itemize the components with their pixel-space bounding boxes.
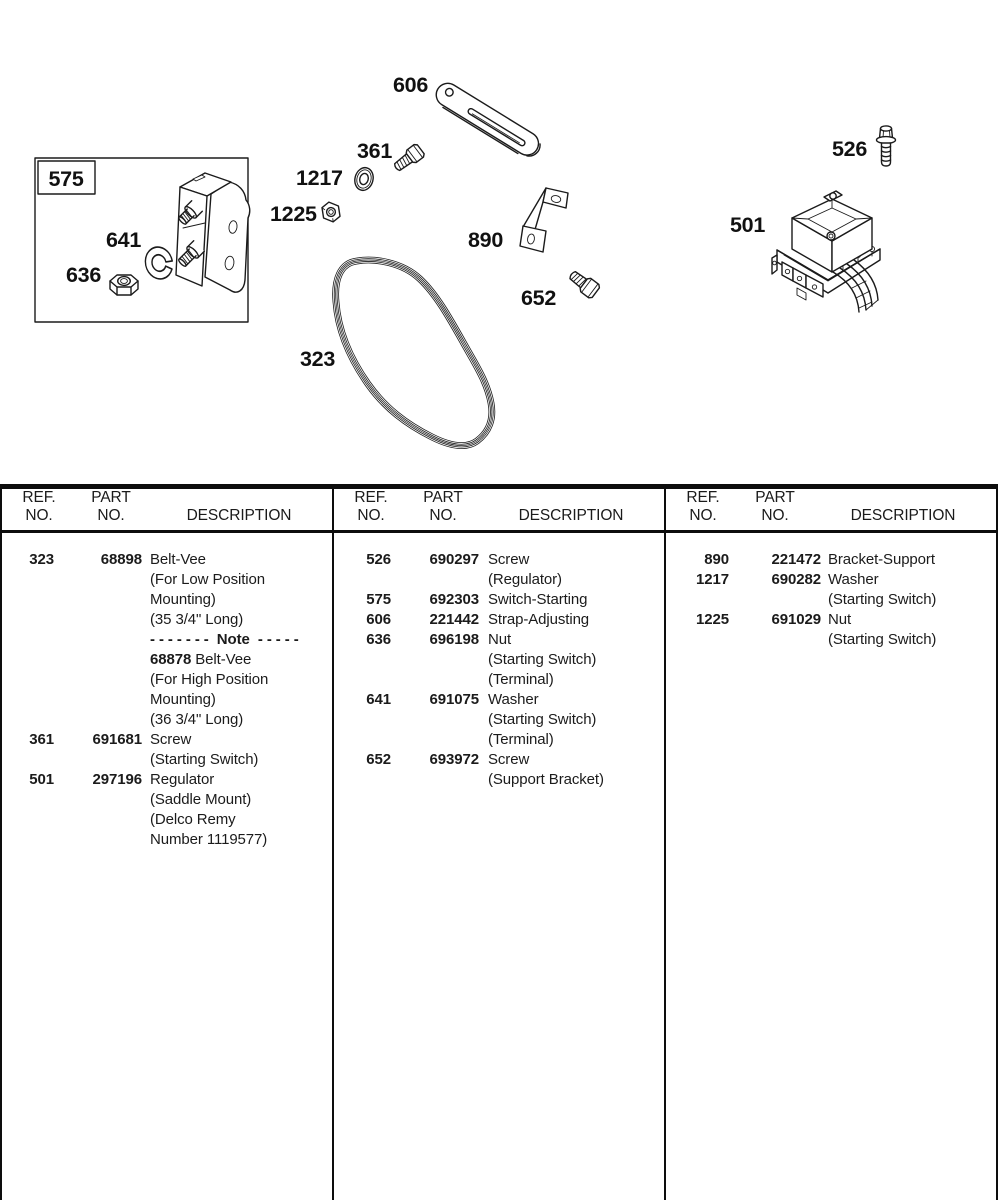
description-cell: (Starting Switch) — [488, 651, 597, 668]
callout-652: 652 — [521, 286, 556, 310]
ref-no-header: REF. NO. — [686, 489, 720, 524]
hex-nut-drawing — [110, 275, 138, 295]
screw-drawing-526 — [877, 126, 896, 166]
ref-no-cell: 361 — [29, 731, 54, 748]
ref-no-cell — [2, 630, 54, 650]
description-cell: (Delco Remy — [150, 811, 236, 828]
ref-no-cell: 1225 — [696, 611, 729, 628]
callout-1225: 1225 — [270, 202, 317, 226]
description-cell: Nut — [488, 631, 512, 648]
callout-641: 641 — [106, 228, 141, 252]
bracket-support-drawing — [520, 188, 568, 252]
callout-323: 323 — [300, 347, 335, 371]
starting-switch-drawing — [176, 173, 250, 292]
table-row — [2, 750, 332, 770]
ref-no-cell: 890 — [704, 551, 729, 568]
table-row — [334, 670, 664, 690]
description-header: DESCRIPTION — [186, 507, 292, 524]
parts-table-column-3 — [666, 484, 996, 1200]
part-no-cell: 690297 — [429, 551, 479, 568]
table-row — [2, 650, 332, 670]
description-cell: Number 1119577) — [150, 831, 268, 848]
part-no-cell — [54, 630, 142, 650]
table-body — [334, 550, 664, 790]
part-no-header: PART NO. — [755, 489, 795, 524]
ref-no-cell: 636 — [366, 631, 391, 648]
table-row — [334, 630, 664, 650]
part-no-cell — [391, 650, 479, 670]
description-cell: Regulator — [150, 771, 215, 788]
description-cell: (Terminal) — [488, 731, 554, 748]
ref-no-cell: 641 — [366, 691, 391, 708]
ref-no-cell — [334, 570, 391, 590]
table-row — [334, 710, 664, 730]
ref-no-cell — [2, 590, 54, 610]
part-no-header: PART NO. — [423, 489, 463, 524]
ref-no-cell: 526 — [366, 551, 391, 568]
description-cell: (35 3/4" Long) — [150, 611, 244, 628]
ref-no-cell — [666, 590, 729, 610]
ref-no-cell — [2, 690, 54, 710]
table-row — [334, 590, 664, 610]
description-cell: (Terminal) — [488, 671, 554, 688]
table-row — [334, 730, 664, 750]
description-cell: Bracket-Support — [828, 551, 935, 568]
part-no-cell — [54, 790, 142, 810]
part-no-cell: 221442 — [429, 611, 479, 628]
table-row — [666, 630, 996, 650]
description-cell: Belt-Vee — [150, 551, 206, 568]
ref-no-cell — [2, 610, 54, 630]
description-header: DESCRIPTION — [850, 507, 956, 524]
adjusting-strap-drawing — [431, 79, 545, 162]
regulator-drawing — [772, 191, 880, 312]
description-cell: 68878 Belt-Vee — [150, 651, 252, 668]
table-row — [2, 790, 332, 810]
ref-no-cell — [2, 750, 54, 770]
table-row — [334, 570, 664, 590]
table-row — [334, 610, 664, 630]
ref-no-cell: 652 — [366, 751, 391, 768]
ref-no-cell — [334, 710, 391, 730]
table-row — [666, 590, 996, 610]
part-no-cell — [391, 730, 479, 750]
part-no-cell: 691075 — [429, 691, 479, 708]
table-row — [2, 690, 332, 710]
description-cell: Washer — [828, 571, 879, 588]
description-cell: Strap-Adjusting — [488, 611, 590, 628]
description-cell: Washer — [488, 691, 539, 708]
part-no-cell — [54, 710, 142, 730]
table-row — [2, 670, 332, 690]
ref-no-cell — [2, 710, 54, 730]
table-row — [666, 610, 996, 630]
table-body — [2, 550, 332, 850]
callout-526: 526 — [832, 137, 867, 161]
ref-no-cell: 575 — [366, 591, 391, 608]
nut-drawing-1225 — [320, 201, 341, 222]
description-cell: Screw — [150, 731, 192, 748]
ref-no-cell — [2, 650, 54, 670]
part-no-cell: 692303 — [429, 591, 479, 608]
part-no-cell: 691029 — [771, 611, 821, 628]
ref-no-cell — [334, 650, 391, 670]
table-row — [2, 770, 332, 790]
description-cell: Switch-Starting — [488, 591, 588, 608]
part-no-cell — [54, 750, 142, 770]
callout-575: 575 — [48, 167, 84, 191]
description-cell: (Support Bracket) — [488, 771, 604, 788]
callout-890: 890 — [468, 228, 503, 252]
ref-no-cell — [2, 810, 54, 830]
part-no-cell — [391, 770, 479, 790]
part-no-header: PART NO. — [91, 489, 131, 524]
ref-no-cell — [334, 730, 391, 750]
ref-no-cell: 1217 — [696, 571, 729, 588]
table-row — [2, 590, 332, 610]
part-no-cell — [729, 630, 821, 650]
part-no-cell — [729, 590, 821, 610]
parts-list-table — [0, 484, 1000, 1200]
table-body — [666, 550, 996, 650]
table-row — [666, 550, 996, 570]
table-row — [334, 650, 664, 670]
table-row — [2, 710, 332, 730]
ref-no-cell — [2, 830, 54, 850]
lock-washer-drawing — [142, 244, 176, 282]
table-row — [2, 570, 332, 590]
description-cell: (For Low Position — [150, 571, 266, 588]
callout-361: 361 — [357, 139, 392, 163]
part-no-cell — [54, 650, 142, 670]
ref-no-cell: 323 — [29, 551, 54, 568]
part-no-cell: 691681 — [92, 731, 142, 748]
table-header — [666, 484, 996, 525]
description-cell: (36 3/4" Long) — [150, 711, 244, 728]
ref-no-cell — [2, 570, 54, 590]
table-row — [2, 810, 332, 830]
v-belt-drawing — [336, 260, 492, 446]
ref-no-cell — [2, 670, 54, 690]
table-row — [334, 690, 664, 710]
parts-table-column-1 — [2, 484, 332, 1200]
description-cell: Screw — [488, 751, 530, 768]
callout-1217: 1217 — [296, 166, 343, 190]
description-cell: (Starting Switch) — [488, 711, 597, 728]
part-no-cell — [54, 570, 142, 590]
ref-no-cell — [2, 790, 54, 810]
part-no-cell: 297196 — [92, 771, 142, 788]
table-row — [2, 730, 332, 750]
description-cell: (Saddle Mount) — [150, 791, 252, 808]
screw-drawing-652 — [566, 268, 600, 300]
part-no-cell — [54, 830, 142, 850]
table-right-border — [996, 484, 998, 1200]
ref-no-cell: 606 — [366, 611, 391, 628]
ref-no-cell: 501 — [29, 771, 54, 788]
table-row — [2, 610, 332, 630]
part-no-cell: 221472 — [771, 551, 821, 568]
ref-no-header: REF. NO. — [22, 489, 56, 524]
description-cell: (Starting Switch) — [828, 591, 937, 608]
description-header: DESCRIPTION — [518, 507, 624, 524]
description-cell: (Regulator) — [488, 571, 562, 588]
ref-no-cell — [666, 630, 729, 650]
table-header — [334, 484, 664, 525]
table-row — [2, 830, 332, 850]
part-no-cell — [54, 590, 142, 610]
description-cell: Nut — [828, 611, 852, 628]
ref-no-cell — [334, 770, 391, 790]
part-no-cell — [54, 690, 142, 710]
description-cell: Screw — [488, 551, 530, 568]
description-cell: Mounting) — [150, 691, 216, 708]
callout-501: 501 — [730, 213, 765, 237]
part-no-cell — [54, 810, 142, 830]
table-row — [334, 550, 664, 570]
table-header — [2, 484, 332, 525]
table-row — [334, 770, 664, 790]
table-row — [666, 570, 996, 590]
parts-table-column-2 — [334, 484, 664, 1200]
table-row — [2, 630, 332, 650]
exploded-parts-diagram — [0, 0, 1000, 470]
description-cell: (Starting Switch) — [150, 751, 259, 768]
description-cell: (For High Position — [150, 671, 269, 688]
part-no-cell — [391, 570, 479, 590]
ref-no-cell — [334, 670, 391, 690]
washer-drawing-1217 — [352, 166, 375, 193]
part-no-cell: 696198 — [429, 631, 479, 648]
description-cell: - - - - - - - Note - - - - - — [150, 631, 299, 648]
part-no-cell — [54, 610, 142, 630]
callout-636: 636 — [66, 263, 101, 287]
description-cell: (Starting Switch) — [828, 631, 937, 648]
part-no-cell: 690282 — [771, 571, 821, 588]
ref-no-header: REF. NO. — [354, 489, 388, 524]
table-row — [334, 750, 664, 770]
part-no-cell: 693972 — [429, 751, 479, 768]
description-cell: Mounting) — [150, 591, 216, 608]
part-no-cell — [54, 670, 142, 690]
screw-drawing-361 — [391, 143, 425, 174]
part-no-cell — [391, 710, 479, 730]
part-no-cell — [391, 670, 479, 690]
part-no-cell: 68898 — [100, 551, 142, 568]
callout-606: 606 — [393, 73, 428, 97]
table-row — [2, 550, 332, 570]
